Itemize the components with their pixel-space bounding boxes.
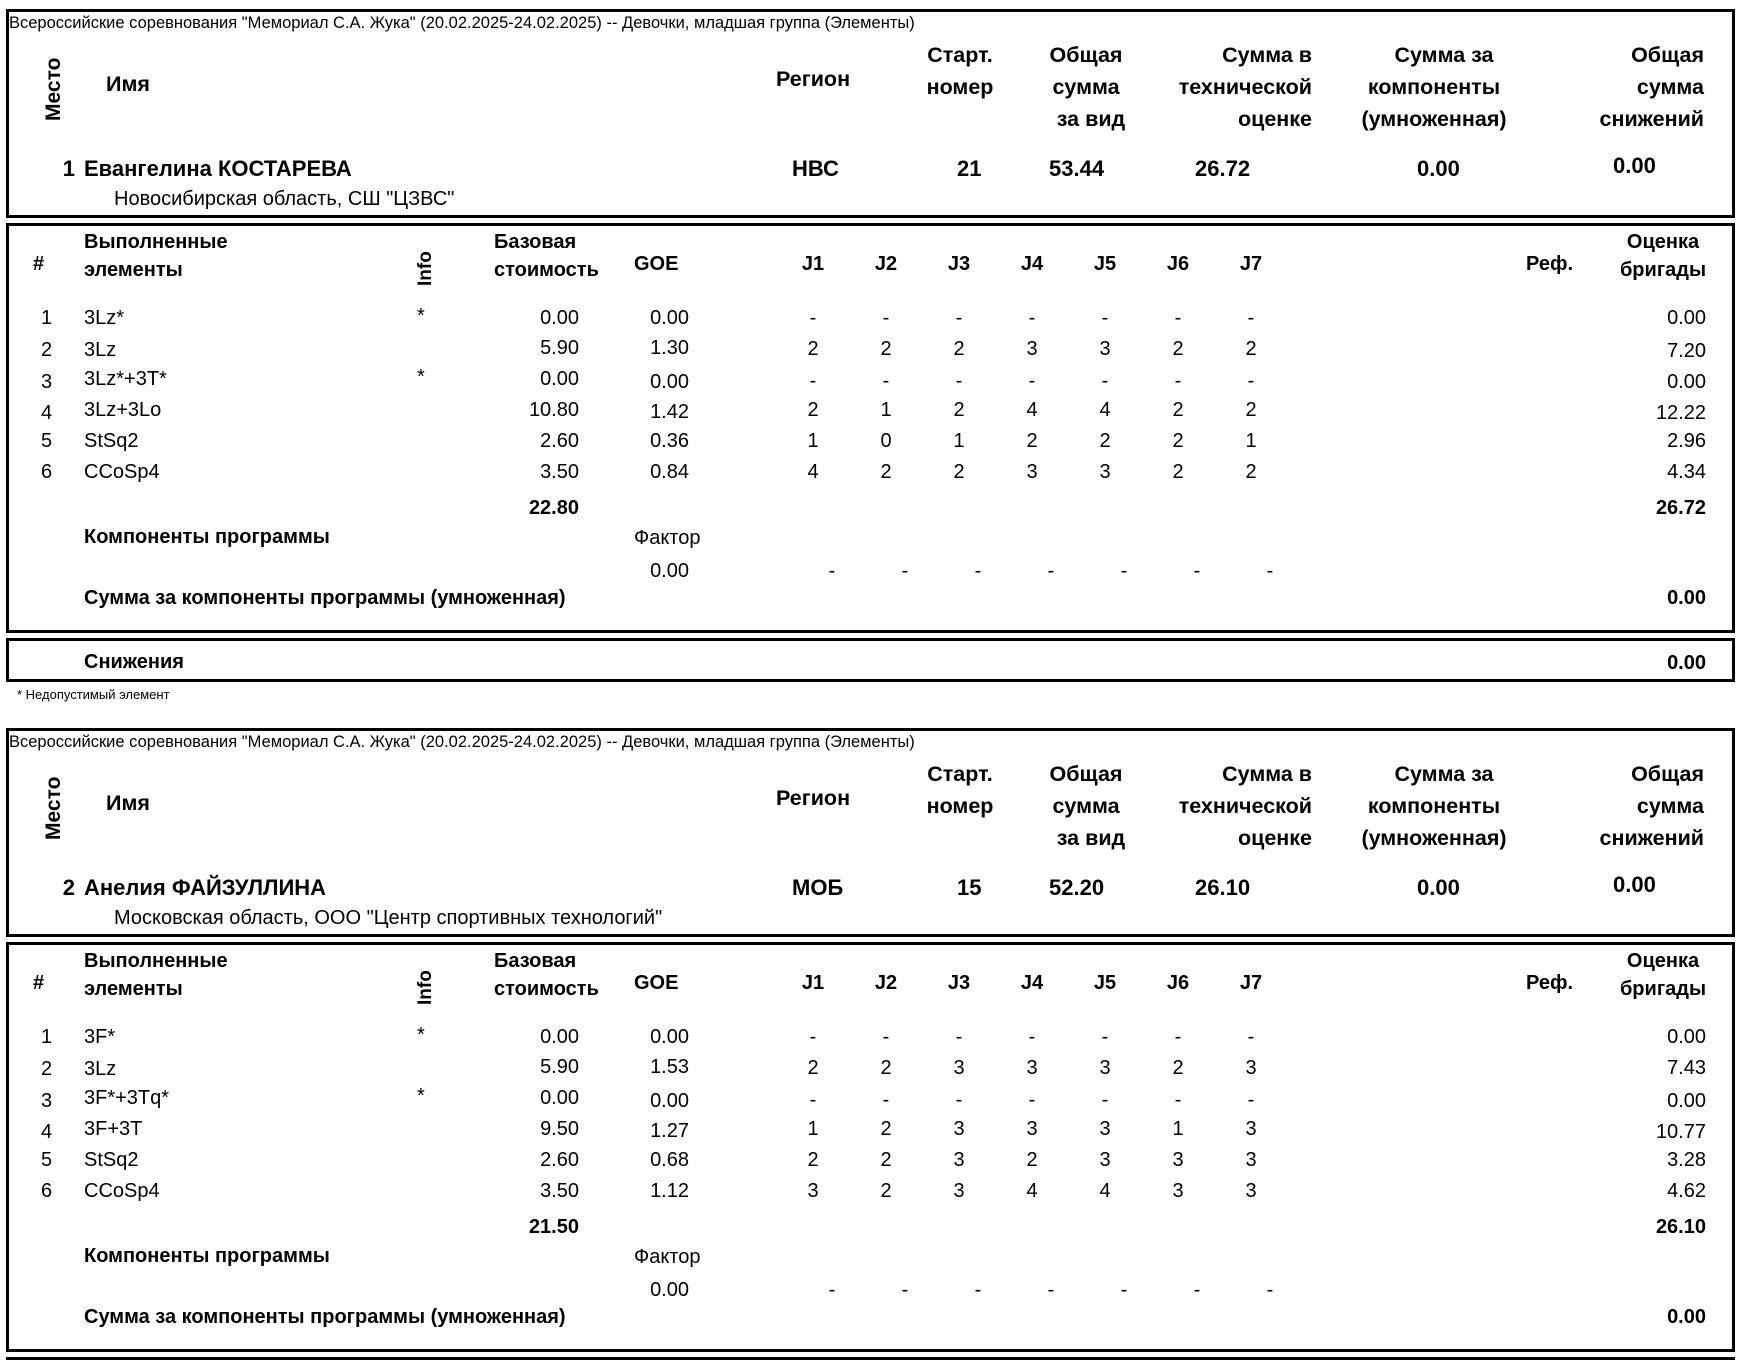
region-code: НВС: [792, 156, 839, 181]
panel-score-header: Оценка бригады: [1619, 950, 1707, 1000]
num-header: #: [33, 972, 45, 994]
pcs-header: Сумма за компоненты (умноженная): [1361, 43, 1507, 131]
deductions-value: 0.00: [1667, 652, 1706, 674]
skater-header-box: [6, 728, 1735, 937]
competition-title: Всероссийские соревнования "Мемориал С.А. Жука" (20.02.2025-24.02.2025) -- Девочки, младшая группа (Элементы): [9, 733, 915, 751]
footnote: * Недопустимый элемент: [17, 687, 170, 702]
technical-total: 26.10: [1655, 1216, 1706, 1238]
judge-header-7: J7: [1239, 972, 1263, 994]
component-mark: -: [1193, 1279, 1201, 1301]
base-value-total: 22.80: [528, 497, 579, 519]
num-header: #: [33, 253, 45, 275]
judge-header-2: J2: [874, 253, 898, 275]
component-mark: -: [828, 560, 836, 582]
skater-header-box: [6, 9, 1735, 218]
component-mark: -: [1047, 1279, 1055, 1301]
elements-header: Выполненные элементы: [84, 231, 228, 281]
tes-score: 26.72: [1195, 156, 1251, 181]
judge-header-4: J4: [1020, 972, 1044, 994]
competition-title: Всероссийские соревнования "Мемориал С.А. Жука" (20.02.2025-24.02.2025) -- Девочки, младшая группа (Элементы): [9, 14, 915, 32]
skater-name: Евангелина КОСТАРЕВА: [84, 156, 352, 181]
base-value-header: Базовая стоимость: [494, 950, 599, 1000]
deductions-label: Снижения: [84, 651, 184, 673]
total-score-header: Общая сумма за вид: [1049, 43, 1126, 131]
pcs-header: Сумма за компоненты (умноженная): [1361, 762, 1507, 850]
component-mark: -: [828, 1279, 836, 1301]
pcs-total-value: 0.00: [1667, 587, 1706, 609]
component-mark: -: [1193, 560, 1201, 582]
factor-value: 0.00: [650, 1279, 689, 1301]
pcs-total-label: Сумма за компоненты программы (умноженная): [84, 587, 566, 609]
judge-header-2: J2: [874, 972, 898, 994]
deductions-box: [6, 638, 1735, 682]
club-name: Московская область, ООО "Центр спортивных технологий": [114, 907, 663, 929]
base-value-header: Базовая стоимость: [494, 231, 599, 281]
region-header: Регион: [776, 67, 851, 91]
component-mark: -: [1266, 560, 1274, 582]
name-header: Имя: [106, 72, 150, 96]
judge-header-3: J3: [947, 253, 971, 275]
judge-header-4: J4: [1020, 253, 1044, 275]
goe-header: GOE: [634, 253, 679, 275]
rank: 2: [62, 875, 75, 900]
pcs-score: 0.00: [1417, 156, 1460, 181]
tes-score: 26.10: [1195, 875, 1251, 900]
pcs-total-value: 0.00: [1667, 1306, 1706, 1328]
skater-name: Анелия ФАЙЗУЛЛИНА: [84, 875, 327, 900]
judge-header-1: J1: [801, 972, 825, 994]
pcs-total-label: Сумма за компоненты программы (умноженная): [84, 1306, 566, 1328]
place-header: Место: [42, 57, 65, 121]
judge-header-1: J1: [801, 253, 825, 275]
region-code: МОБ: [792, 875, 844, 900]
component-mark: -: [901, 1279, 909, 1301]
component-mark: -: [1120, 1279, 1128, 1301]
judge-header-7: J7: [1239, 253, 1263, 275]
start-number-header: Старт. номер: [926, 762, 994, 818]
ref-header: Реф.: [1526, 253, 1574, 275]
start-number-header: Старт. номер: [926, 43, 994, 99]
name-header: Имя: [106, 791, 150, 815]
judge-header-6: J6: [1166, 972, 1190, 994]
elements-table-box: # Выполненные элементы Info Базовая стоимость GOE J1 J2 J3 J4 J5 J6 J7 Реф. Оценка бригады 1 3Lz* * 0.00 0.00 - - - - - - - 0.00 2 3Lz 5.90 1.30 2 2 2 3 3 2 2 7.20 3 3Lz*+3T* * 0.00 0.00 - - - - - - - 0.00 4 3Lz+3Lo 10.80 1.42 2 1 2 4 4 2 2 12.22 5 StSq2 2.60 0.36 1 0 1 2 2 2 1 2.96 6 CCoSp4 3.50 0.84 4 2 2 3 3 2 2 4.34 22.80 26.72 Компоненты программы Фактор 0.00 - - - - - - - Сумма за компоненты программы (умноженная) 0.00: [6, 223, 1735, 633]
component-mark: -: [1266, 1279, 1274, 1301]
deductions-header: Общая сумма снижений: [1599, 43, 1704, 131]
tes-header: Сумма в технической оценке: [1178, 762, 1312, 850]
component-mark: -: [1120, 560, 1128, 582]
factor-label: Фактор: [634, 1246, 701, 1268]
technical-total: 26.72: [1655, 497, 1706, 519]
deductions-header: Общая сумма снижений: [1599, 762, 1704, 850]
judge-header-5: J5: [1093, 253, 1117, 275]
components-label: Компоненты программы: [84, 526, 330, 548]
factor-label: Фактор: [634, 527, 701, 549]
elements-header: Выполненные элементы: [84, 950, 228, 1000]
rank: 1: [62, 156, 75, 181]
place-header: Место: [42, 776, 65, 840]
region-header: Регион: [776, 786, 851, 810]
club-name: Новосибирская область, СШ "ЦЗВС": [114, 188, 455, 210]
ref-header: Реф.: [1526, 972, 1574, 994]
info-header: Info: [415, 251, 436, 286]
goe-header: GOE: [634, 972, 679, 994]
base-value-total: 21.50: [528, 1216, 579, 1238]
component-mark: -: [974, 560, 982, 582]
total-score-header: Общая сумма за вид: [1049, 762, 1126, 850]
component-mark: -: [901, 560, 909, 582]
total-score: 52.20: [1049, 875, 1105, 900]
info-header: Info: [415, 970, 436, 1005]
judge-header-3: J3: [947, 972, 971, 994]
panel-score-header: Оценка бригады: [1619, 231, 1707, 281]
components-label: Компоненты программы: [84, 1245, 330, 1267]
component-mark: -: [974, 1279, 982, 1301]
judge-header-6: J6: [1166, 253, 1190, 275]
pcs-score: 0.00: [1417, 875, 1460, 900]
tes-header: Сумма в технической оценке: [1178, 43, 1312, 131]
factor-value: 0.00: [650, 560, 689, 582]
judge-header-5: J5: [1093, 972, 1117, 994]
start-number: 21: [957, 156, 982, 181]
deductions-score: 0.00: [1613, 153, 1656, 178]
elements-table-box: # Выполненные элементы Info Базовая стоимость GOE J1 J2 J3 J4 J5 J6 J7 Реф. Оценка бригады 1 3F* * 0.00 0.00 - - - - - - - 0.00 2 3Lz 5.90 1.53 2 2 3 3 3 2 3 7.43 3 3F*+3Tq* * 0.00 0.00 - - - - - - - 0.00 4 3F+3T 9.50 1.27 1 2 3 3 3 1 3 10.77 5 StSq2 2.60 0.68 2 2 3 2 3 3 3 3.28 6 CCoSp4 3.50 1.12 3 2 3 4 4 3 3 4.62 21.50 26.10 Компоненты программы Фактор 0.00 - - - - - - - Сумма за компоненты программы (умноженная) 0.00: [6, 942, 1735, 1352]
deductions-score: 0.00: [1613, 872, 1656, 897]
total-score: 53.44: [1049, 156, 1105, 181]
component-mark: -: [1047, 560, 1055, 582]
start-number: 15: [957, 875, 982, 900]
